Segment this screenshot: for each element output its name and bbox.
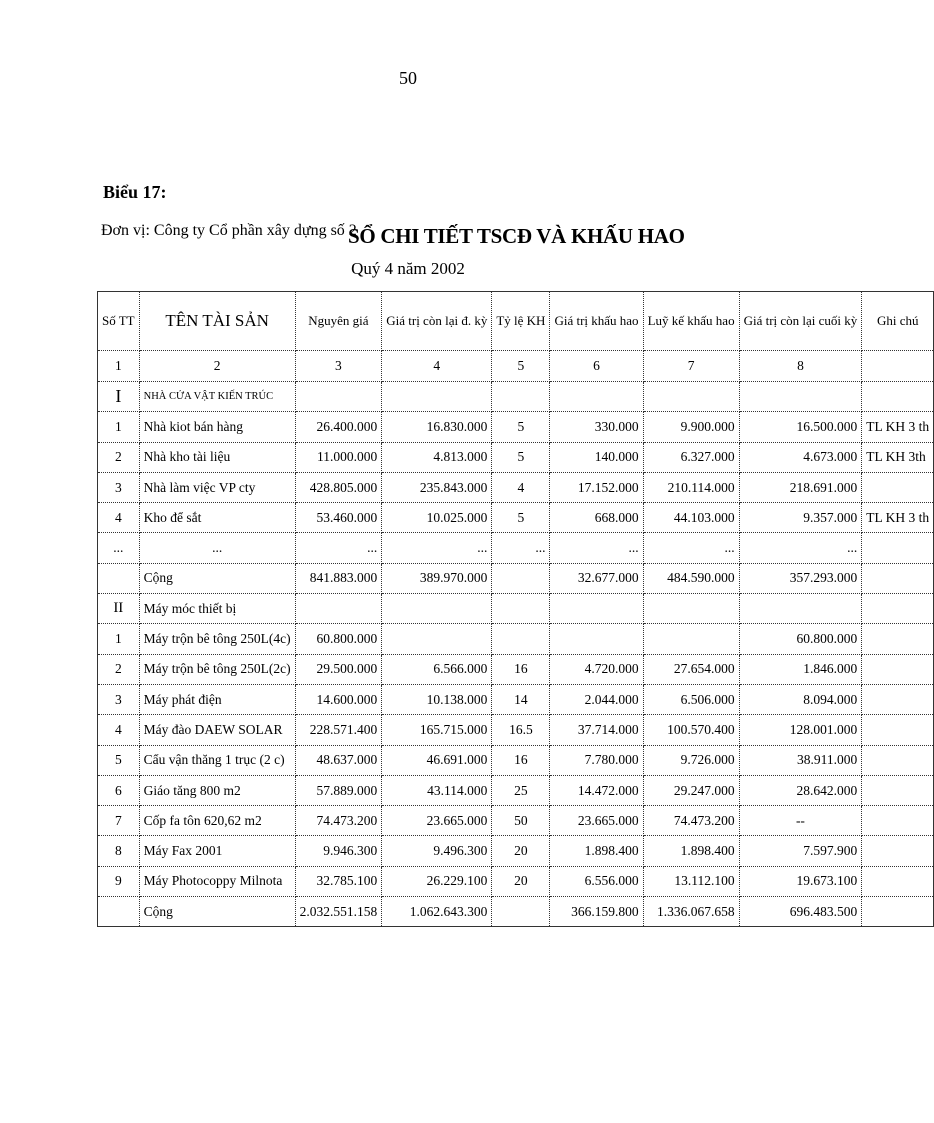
table-cell (295, 594, 382, 624)
table-cell (862, 897, 934, 927)
table-cell: 330.000 (550, 412, 643, 442)
table-row (98, 806, 934, 836)
column-number-cell: 8 (739, 351, 862, 382)
table-cell: 4.813.000 (382, 442, 492, 472)
table-cell: 37.714.000 (550, 715, 643, 745)
table-cell: Máy Photocoppy Milnota (139, 866, 295, 896)
table-cell: 28.642.000 (739, 775, 862, 805)
table-cell: 1.336.067.658 (643, 897, 739, 927)
table-cell: TL KH 3 th (862, 503, 934, 533)
table-cell (739, 382, 862, 412)
table-cell: 5 (98, 745, 140, 775)
table-cell: 100.570.400 (643, 715, 739, 745)
table-cell: 46.691.000 (382, 745, 492, 775)
table-cell: 5 (492, 503, 550, 533)
table-cell (739, 594, 862, 624)
table-cell: ... (382, 533, 492, 563)
table-cell (862, 382, 934, 412)
table-cell (382, 624, 492, 654)
table-cell: Cốp fa tôn 620,62 m2 (139, 806, 295, 836)
table-cell (382, 382, 492, 412)
table-cell: 9 (98, 866, 140, 896)
table-cell: 74.473.200 (643, 806, 739, 836)
table-row (98, 897, 934, 927)
table-cell: 2 (98, 442, 140, 472)
page-number: 50 (399, 68, 417, 88)
table-cell: -- (739, 806, 862, 836)
table-row (98, 836, 934, 866)
table-cell: 17.152.000 (550, 472, 643, 502)
table-row (98, 442, 934, 472)
table-cell: 6.566.000 (382, 654, 492, 684)
table-cell: 1 (98, 624, 140, 654)
table-cell (492, 382, 550, 412)
table-cell: 165.715.000 (382, 715, 492, 745)
table-cell (98, 897, 140, 927)
table-cell: Máy móc thiết bị (139, 594, 295, 624)
table-cell: 48.637.000 (295, 745, 382, 775)
table-cell: 29.247.000 (643, 775, 739, 805)
asset-depreciation-table (97, 291, 934, 927)
table-cell: 50 (492, 806, 550, 836)
header-cell: Nguyên giá (295, 292, 382, 351)
table-cell: Cộng (139, 563, 295, 593)
table-cell: 1 (98, 412, 140, 442)
table-cell (492, 897, 550, 927)
table-cell (295, 382, 382, 412)
table-cell: 14.600.000 (295, 684, 382, 714)
table-cell: TL KH 3th (862, 442, 934, 472)
table-cell: 27.654.000 (643, 654, 739, 684)
table-cell: 228.571.400 (295, 715, 382, 745)
table-cell: Nhà kho tài liệu (139, 442, 295, 472)
table-cell: Máy đào DAEW SOLAR (139, 715, 295, 745)
table-cell: 218.691.000 (739, 472, 862, 502)
table-cell (643, 624, 739, 654)
table-cell: 14 (492, 684, 550, 714)
table-cell: 60.800.000 (295, 624, 382, 654)
table-row (98, 866, 934, 896)
column-number-cell: 1 (98, 351, 140, 382)
table-cell: 74.473.200 (295, 806, 382, 836)
header-cell: Số TT (98, 292, 140, 351)
table-cell: ... (139, 533, 295, 563)
table-cell: 357.293.000 (739, 563, 862, 593)
page-title: SỔ CHI TIẾT TSCĐ VÀ KHẤU HAO (348, 224, 685, 248)
table-cell: 60.800.000 (739, 624, 862, 654)
table-cell (862, 654, 934, 684)
table-cell: 2 (98, 654, 140, 684)
table-cell: ... (550, 533, 643, 563)
column-number-cell: 7 (643, 351, 739, 382)
table-cell (550, 624, 643, 654)
unit-name: Đơn vị: Công ty Cổ phần xây dựng số 2 (101, 222, 357, 239)
table-cell: 7.780.000 (550, 745, 643, 775)
table-cell: Kho để sắt (139, 503, 295, 533)
table-cell: 140.000 (550, 442, 643, 472)
header-cell: Giá trị khấu hao (550, 292, 643, 351)
table-cell: 4.673.000 (739, 442, 862, 472)
table-cell (492, 624, 550, 654)
header-cell: Giá trị còn lại cuối kỳ (739, 292, 862, 351)
table-row (98, 624, 934, 654)
table-cell (862, 806, 934, 836)
table-cell: Giáo tăng 800 m2 (139, 775, 295, 805)
table-cell: 210.114.000 (643, 472, 739, 502)
table-cell: 6.506.000 (643, 684, 739, 714)
table-cell: 6 (98, 775, 140, 805)
table-cell: 26.400.000 (295, 412, 382, 442)
column-number-cell: 2 (139, 351, 295, 382)
table-row (98, 472, 934, 502)
table-cell: Máy trộn bê tông 250L(2c) (139, 654, 295, 684)
table-cell: 4 (492, 472, 550, 502)
table-cell: ... (739, 533, 862, 563)
table-row (98, 412, 934, 442)
table-cell: 1.898.400 (550, 836, 643, 866)
table-row (98, 503, 934, 533)
table-cell: 53.460.000 (295, 503, 382, 533)
document-label: Biểu 17: (103, 182, 167, 202)
table-cell: 668.000 (550, 503, 643, 533)
table-row (98, 594, 934, 624)
table-cell: 6.327.000 (643, 442, 739, 472)
table-cell: Cộng (139, 897, 295, 927)
table-row (98, 715, 934, 745)
table-cell: ... (295, 533, 382, 563)
period-subtitle: Quý 4 năm 2002 (351, 259, 465, 278)
table-cell: 57.889.000 (295, 775, 382, 805)
table-cell: 20 (492, 866, 550, 896)
table-cell (98, 563, 140, 593)
table-cell: 10.138.000 (382, 684, 492, 714)
column-number-cell (862, 351, 934, 382)
table-cell: 20 (492, 836, 550, 866)
table-cell (550, 594, 643, 624)
table-cell: Nhà làm việc VP cty (139, 472, 295, 502)
table-cell: 128.001.000 (739, 715, 862, 745)
header-cell: Giá trị còn lại đ. kỳ (382, 292, 492, 351)
table-cell: 841.883.000 (295, 563, 382, 593)
table-cell: 11.000.000 (295, 442, 382, 472)
table-row (98, 775, 934, 805)
table-cell (862, 745, 934, 775)
table-cell: 4.720.000 (550, 654, 643, 684)
table-cell: 366.159.800 (550, 897, 643, 927)
table-cell: 1.846.000 (739, 654, 862, 684)
table-cell: 23.665.000 (382, 806, 492, 836)
table-cell: 13.112.100 (643, 866, 739, 896)
table-cell: 8.094.000 (739, 684, 862, 714)
table-cell: 7 (98, 806, 140, 836)
table-cell: 19.673.100 (739, 866, 862, 896)
column-number-cell: 4 (382, 351, 492, 382)
table-cell: I (98, 382, 140, 412)
table-cell: 2.032.551.158 (295, 897, 382, 927)
table-cell: Máy phát điện (139, 684, 295, 714)
table-cell: ... (98, 533, 140, 563)
table-cell: 32.785.100 (295, 866, 382, 896)
header-cell: Luỹ kế khấu hao (643, 292, 739, 351)
table-cell: Máy trộn bê tông 250L(4c) (139, 624, 295, 654)
table-cell: 16 (492, 745, 550, 775)
table-cell (862, 775, 934, 805)
table-cell (643, 594, 739, 624)
table-row (98, 745, 934, 775)
column-number-cell: 5 (492, 351, 550, 382)
table-cell: 428.805.000 (295, 472, 382, 502)
table-cell (550, 382, 643, 412)
table-cell: ... (492, 533, 550, 563)
header-cell: Tỷ lệ KH (492, 292, 550, 351)
table-cell: 9.900.000 (643, 412, 739, 442)
table-cell: 235.843.000 (382, 472, 492, 502)
table-cell: 32.677.000 (550, 563, 643, 593)
table-cell (382, 594, 492, 624)
table-cell: 3 (98, 472, 140, 502)
table-row (98, 654, 934, 684)
table-cell: 1.898.400 (643, 836, 739, 866)
table-cell: 23.665.000 (550, 806, 643, 836)
table-cell: TL KH 3 th (862, 412, 934, 442)
table-cell: 3 (98, 684, 140, 714)
table-cell: 26.229.100 (382, 866, 492, 896)
header-cell: TÊN TÀI SẢN (139, 292, 295, 351)
table-cell: Cẩu vận thăng 1 trục (2 c) (139, 745, 295, 775)
table-cell: 4 (98, 503, 140, 533)
table-cell: 6.556.000 (550, 866, 643, 896)
table-cell: 25 (492, 775, 550, 805)
table-row (98, 533, 934, 563)
table-cell: 14.472.000 (550, 775, 643, 805)
table-cell: 1.062.643.300 (382, 897, 492, 927)
table-cell (862, 472, 934, 502)
header-row (98, 292, 934, 351)
table-cell: 38.911.000 (739, 745, 862, 775)
table-cell (492, 563, 550, 593)
table-cell: 8 (98, 836, 140, 866)
table-row (98, 684, 934, 714)
table-cell (862, 836, 934, 866)
table-cell: 10.025.000 (382, 503, 492, 533)
table-cell: 9.496.300 (382, 836, 492, 866)
table-cell (862, 684, 934, 714)
table-cell (643, 382, 739, 412)
table-cell (862, 594, 934, 624)
column-number-cell: 3 (295, 351, 382, 382)
table-cell: 29.500.000 (295, 654, 382, 684)
table-cell: ... (643, 533, 739, 563)
table-cell: 9.946.300 (295, 836, 382, 866)
table-cell: 16.5 (492, 715, 550, 745)
table-cell: 9.357.000 (739, 503, 862, 533)
table-cell (862, 866, 934, 896)
header-cell: Ghi chú (862, 292, 934, 351)
table-cell (492, 594, 550, 624)
table-cell: 5 (492, 412, 550, 442)
table-cell: 9.726.000 (643, 745, 739, 775)
column-number-cell: 6 (550, 351, 643, 382)
column-number-row (98, 351, 934, 382)
table-cell: Máy Fax 2001 (139, 836, 295, 866)
table-cell (862, 715, 934, 745)
table-cell (862, 533, 934, 563)
table-cell: 2.044.000 (550, 684, 643, 714)
table-cell: 44.103.000 (643, 503, 739, 533)
table-cell: 43.114.000 (382, 775, 492, 805)
table-cell: 5 (492, 442, 550, 472)
table-row (98, 382, 934, 412)
table-cell (862, 563, 934, 593)
table-cell: 16.500.000 (739, 412, 862, 442)
table-cell: Nhà kiot bán hàng (139, 412, 295, 442)
table-cell: II (98, 594, 140, 624)
table-cell: 16 (492, 654, 550, 684)
table-cell: 389.970.000 (382, 563, 492, 593)
table-row (98, 563, 934, 593)
table-cell: 7.597.900 (739, 836, 862, 866)
table-cell (862, 624, 934, 654)
table-cell: 484.590.000 (643, 563, 739, 593)
table-cell: 4 (98, 715, 140, 745)
table-cell: 696.483.500 (739, 897, 862, 927)
table-cell: NHÀ CỬA VẬT KIẾN TRÚC (139, 382, 295, 412)
table-cell: 16.830.000 (382, 412, 492, 442)
